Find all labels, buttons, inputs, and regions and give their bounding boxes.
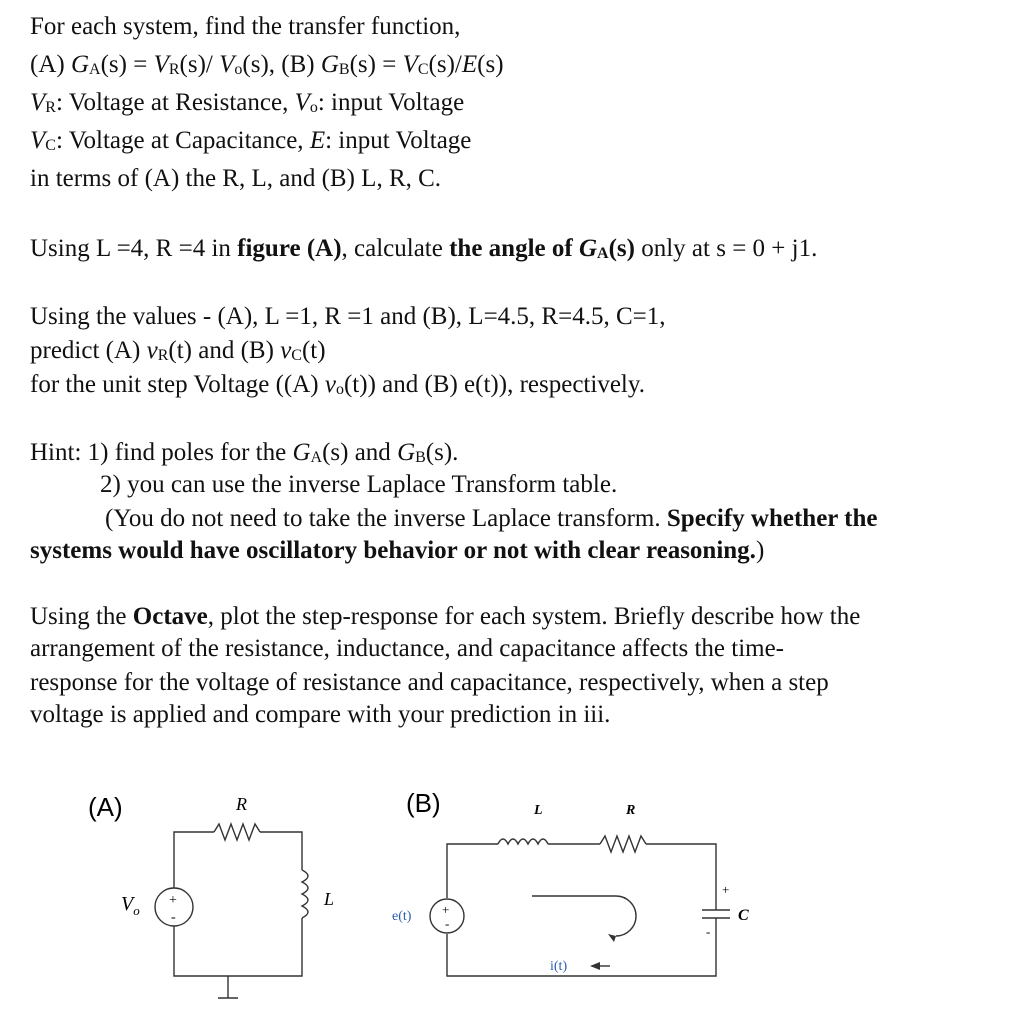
circuit-a-diagram <box>80 780 380 1010</box>
line-6-angle-question: Using L =4, R =4 in figure (A), calculate the angle of $G_A(s)$ only at s = 0 + j1. <box>30 235 818 262</box>
inductor-symbol-b <box>498 839 548 844</box>
circuit-a-wires <box>155 824 308 998</box>
resistor-r-label-b: R <box>626 803 636 818</box>
line-10-hint: Hint: 1) find poles for the $G_A(s)$ and $G_B(s)$. <box>30 439 459 466</box>
circuit-b-diagram <box>380 780 780 1010</box>
line-11-hint-2: 2) you can use the inverse Laplace Transform table. <box>100 471 618 498</box>
current-it-label: i(t) <box>550 959 568 974</box>
inductor-l-label: L <box>324 889 335 909</box>
source-b-minus-sign: - <box>445 916 450 931</box>
capacitor-plus-sign: + <box>722 882 730 897</box>
line-12-hint-note: (You do not need to take the inverse Laplace transform. Specify whether the <box>105 505 878 532</box>
line-17: voltage is applied and compare with your prediction in iii. <box>30 701 611 728</box>
source-et-label: e(t) <box>392 909 412 924</box>
line-3-vr-definition: $V_R$: Voltage at Resistance, $V_o$: input Voltage <box>30 89 465 116</box>
resistor-symbol <box>214 824 260 840</box>
line-5: in terms of (A) the R, L, and (B) L, R, C. <box>30 165 442 192</box>
inductor-l-label-b: L <box>534 803 543 818</box>
line-1: For each system, find the transfer function, <box>30 13 461 40</box>
source-minus-sign: - <box>171 910 176 925</box>
capacitor-minus-sign: - <box>706 924 711 939</box>
line-8-predict: predict (A) $v_R(t)$ and (B) $v_C(t)$ <box>30 337 326 364</box>
figure-b-label: (B) <box>406 788 441 818</box>
resistor-r-label: R <box>236 794 247 814</box>
resistor-symbol-b <box>600 836 646 852</box>
line-2-transfer-functions: (A) $G_A(s) = V_R(s)/$ $V_o(s)$, (B) $G_B(s) = V_C(s)/E(s)$ <box>30 51 504 78</box>
circuit-b-wires <box>430 836 730 976</box>
current-loop-arrow <box>532 896 636 936</box>
circuit-figure-a <box>80 780 380 1010</box>
current-arrowhead <box>590 962 600 970</box>
figure-a-label: (A) <box>88 792 123 822</box>
line-4-vc-definition: $V_C$: Voltage at Capacitance, E: input Voltage <box>30 127 472 154</box>
loop-arrowhead <box>608 934 616 942</box>
line-7-values: Using the values - (A), L =1, R =1 and (B), L=4.5, R=4.5, C=1, <box>30 303 666 330</box>
inductor-symbol <box>302 870 308 918</box>
circuit-figure-b <box>380 780 780 1010</box>
source-plus-sign: + <box>169 893 177 908</box>
line-16: response for the voltage of resistance and capacitance, respectively, when a step <box>30 669 829 696</box>
line-13-hint-note-cont: systems would have oscillatory behavior or not with clear reasoning.) <box>30 537 765 564</box>
source-b-plus-sign: + <box>442 902 450 917</box>
line-14-octave: Using the Octave, plot the step-response for each system. Briefly describe how the <box>30 603 861 630</box>
line-15: arrangement of the resistance, inductance, and capacitance affects the time- <box>30 635 785 662</box>
capacitor-c-label: C <box>738 907 749 924</box>
line-9-unit-step: for the unit step Voltage ((A) $v_o(t)$) and (B) e(t)), respectively. <box>30 371 645 398</box>
source-vo-label: $V_o$ <box>121 893 140 918</box>
